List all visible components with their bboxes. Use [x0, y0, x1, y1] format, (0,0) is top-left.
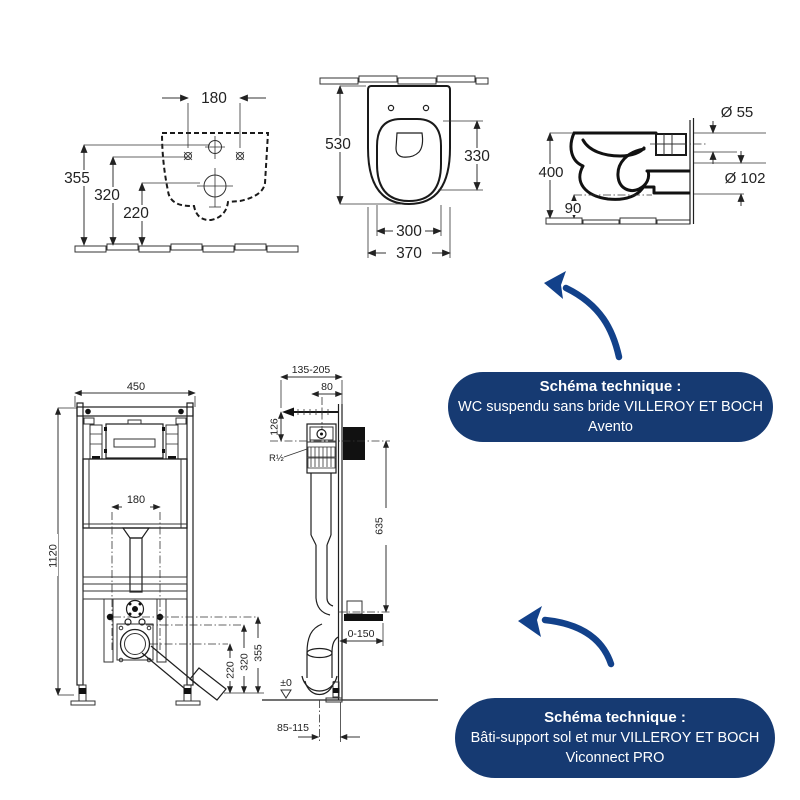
top-view-diagram	[315, 65, 495, 270]
wall-line	[339, 404, 366, 700]
rear-view-diagram	[55, 75, 310, 265]
dim-depth-range: 135-205	[291, 364, 331, 376]
dimension-126	[269, 412, 282, 441]
dimension-1120	[47, 408, 77, 695]
dimension-300	[377, 205, 441, 240]
floor-tiles	[75, 244, 298, 252]
dimension-330	[438, 121, 494, 190]
floor-tiles	[546, 218, 690, 224]
dim-frame-width: 450	[126, 381, 146, 393]
dim-outlet-range: 0-150	[347, 628, 375, 640]
dimension-outlet-dia	[694, 151, 766, 206]
dimension-450	[75, 381, 195, 407]
callout-frame-line1: Bâti-support sol et mur VILLEROY ET BOCH	[470, 730, 760, 747]
dimension-floor-outlet	[277, 700, 360, 742]
dim-outlet-dia: Ø 102	[724, 170, 766, 187]
wall-bracket	[343, 427, 365, 460]
arrow-to-frame-diagram	[505, 595, 620, 673]
dim-thread: R½	[269, 453, 284, 464]
callout-wc	[448, 372, 773, 442]
callout-wc-line2: Avento	[588, 419, 633, 436]
dim-frame-h220: 220	[224, 661, 237, 679]
dim-depth: 530	[325, 136, 351, 153]
fixing-rod	[282, 408, 338, 417]
cistern-side	[270, 424, 390, 473]
flush-pipe-side	[311, 473, 383, 621]
dim-inner-width: 300	[396, 223, 422, 240]
dim-inner-depth: 330	[464, 148, 490, 165]
wc-top-outline	[368, 86, 450, 204]
frame-feet	[71, 685, 200, 705]
callout-frame	[455, 698, 775, 778]
side-view-diagram	[535, 85, 780, 240]
dim-datum: ±0	[280, 677, 292, 689]
dim-frame-h320: 320	[238, 653, 251, 671]
dimension-220	[121, 183, 200, 245]
dimension-inlet-dia	[694, 104, 766, 164]
callout-frame-line2: Viconnect PRO	[565, 750, 665, 767]
callout-wc-title: Schéma technique :	[539, 377, 682, 395]
dim-frame-height: 1120	[47, 544, 60, 568]
dim-h320: 320	[94, 187, 120, 204]
callout-wc-line1: WC suspendu sans bride VILLEROY ET BOCH	[458, 399, 763, 416]
dimension-180	[162, 90, 266, 148]
frame-structure	[77, 403, 193, 685]
dim-floor-outlet-range: 85-115	[277, 722, 309, 734]
thread-label	[269, 449, 307, 464]
dim-plate-depth: 80	[321, 381, 333, 393]
dimension-530	[322, 86, 402, 204]
wall-tiles	[320, 76, 488, 84]
dimension-h220	[225, 644, 237, 693]
dimension-80	[312, 381, 342, 430]
frame-side-diagram	[262, 360, 440, 760]
frame-front-diagram	[40, 375, 280, 760]
fixing-hole-markers	[184, 136, 244, 207]
dimension-635	[338, 441, 392, 612]
dim-h355: 355	[64, 170, 90, 187]
dim-hole-spacing: 180	[201, 90, 227, 107]
arrowhead-icon	[544, 271, 566, 299]
wall-foot	[326, 682, 342, 702]
dimension-h320	[239, 625, 251, 693]
dim-rod-height: 126	[268, 418, 281, 436]
dimension-355	[62, 145, 210, 245]
arrowhead-icon	[518, 606, 542, 637]
wc-profile	[571, 133, 706, 199]
wall-line	[690, 118, 694, 224]
datum-mark	[280, 677, 292, 698]
callout-frame-title: Schéma technique :	[544, 708, 686, 726]
dimension-depth-range	[281, 364, 342, 408]
dim-h220: 220	[123, 205, 149, 222]
dim-outlet-height: 90	[564, 200, 582, 217]
dim-frame-h355: 355	[252, 644, 265, 662]
dim-frame-hole-spacing: 180	[126, 494, 146, 506]
dim-width: 370	[396, 245, 422, 262]
dim-height: 400	[538, 164, 564, 181]
flush-pipe	[83, 528, 187, 662]
flush-plate	[90, 420, 178, 459]
dimension-outlet-range	[340, 623, 383, 646]
dimension-320	[92, 157, 190, 245]
dim-cistern-height: 635	[373, 517, 386, 535]
dim-inlet-dia: Ø 55	[720, 104, 754, 121]
arrow-to-wc-diagram	[535, 262, 635, 367]
